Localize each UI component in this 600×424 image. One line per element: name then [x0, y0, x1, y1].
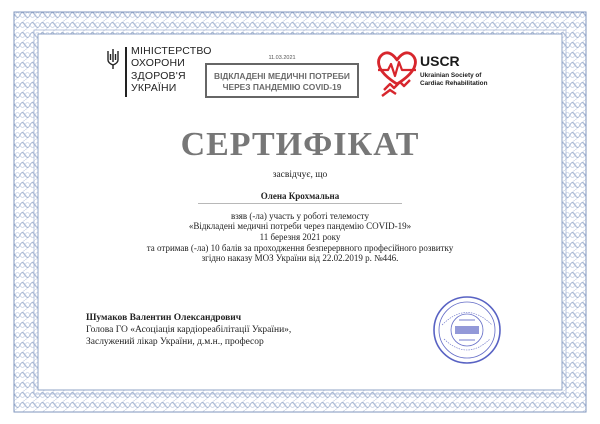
uscr-subtitle-line: Cardiac Rehabilitation [420, 80, 488, 87]
certifies-text: засвідчує, що [272, 170, 328, 180]
ministry-line: ОХОРОНИ [131, 57, 185, 70]
uscr-subtitle [420, 72, 487, 88]
recipient-underline [198, 203, 402, 204]
certificate-title: СЕРТИФІКАТ [180, 126, 420, 163]
event-box [205, 63, 359, 98]
signatory-title: Заслужений лікар України, д.м.н., професор [86, 337, 264, 347]
event-title [207, 71, 357, 93]
body-line: та отримав (-ла) 10 балів за проходження безперервного професійного розвитку [146, 243, 454, 253]
official-stamp [432, 295, 502, 365]
ministry-line: УКРАЇНИ [131, 82, 177, 95]
ministry-name [131, 45, 212, 95]
trident-icon [106, 49, 120, 69]
ministry-line: МІНІСТЕРСТВО [131, 45, 212, 57]
ministry-line: ЗДОРОВ'Я [131, 69, 186, 82]
uscr-logo [376, 48, 506, 104]
recipient-name: Олена Крохмальна [260, 191, 340, 201]
signatory-name: Шумаков Валентин Олександрович [86, 313, 242, 323]
uscr-name: USCR [420, 53, 460, 69]
event-date: 11.03.2021 [268, 55, 296, 61]
body-line: згідно наказу МОЗ України від 22.02.2019 р. №446. [201, 253, 399, 263]
body-line: «Відкладені медичні потреби через пандемію COVID-19» [188, 221, 412, 231]
signatory-position: Голова ГО «Асоціація кардіореабілітації України», [86, 325, 292, 335]
ministry-logo [106, 45, 212, 101]
ministry-divider [125, 47, 127, 97]
event-title-line: ЧЕРЕЗ ПАНДЕМІЮ COVID-19 [222, 82, 342, 92]
uscr-subtitle-line: Ukrainian Society of [420, 72, 482, 79]
body-line: взяв (-ла) участь у роботі телемосту [230, 211, 369, 221]
event-logo [205, 55, 359, 101]
body-line: 11 березня 2021 року [259, 232, 341, 242]
heart-ecg-icon [376, 48, 418, 100]
event-title-line: ВІДКЛАДЕНІ МЕДИЧНІ ПОТРЕБИ [214, 71, 350, 81]
